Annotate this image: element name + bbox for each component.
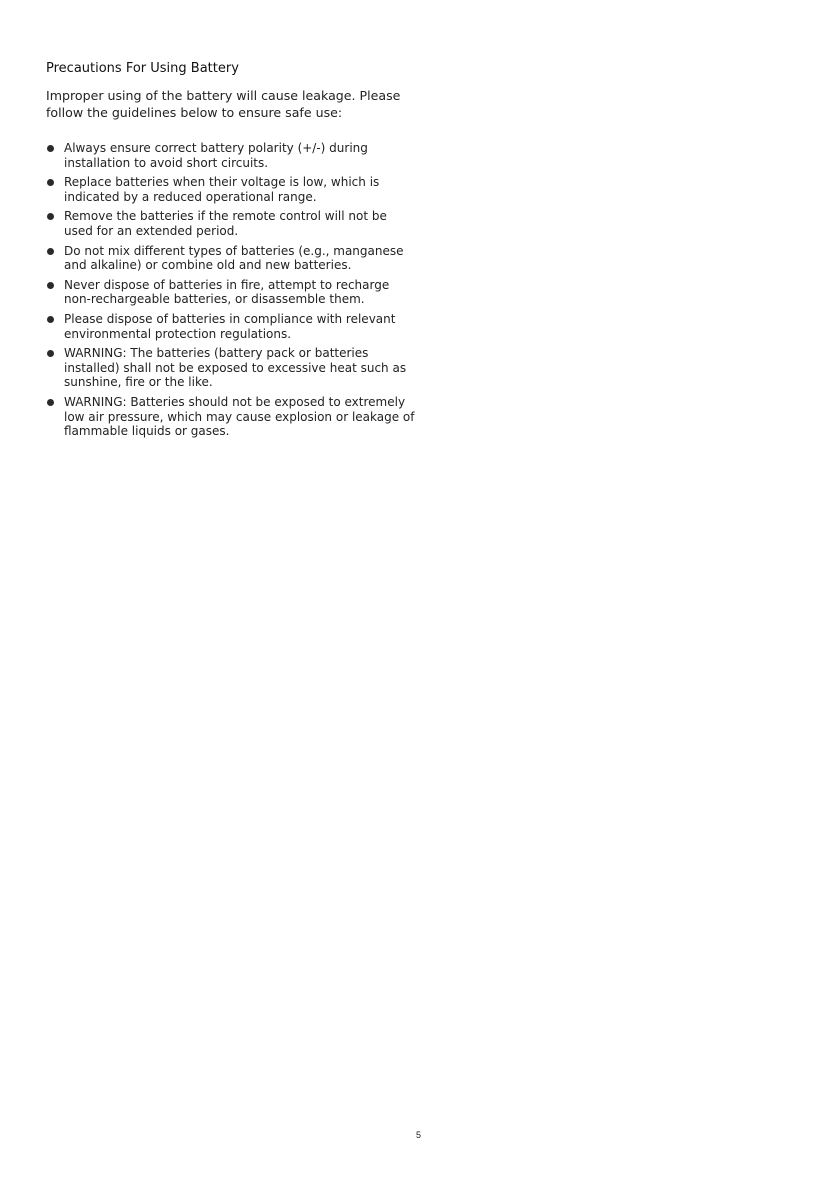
bullet-icon — [47, 248, 54, 255]
bullet-icon — [47, 350, 54, 357]
page-title: Precautions For Using Battery — [46, 61, 239, 76]
bullet-icon — [47, 179, 54, 186]
list-item-text: WARNING: Batteries should not be exposed to extremely low air pressure, which may cause explosion or leakage of flammable liquids or gases. — [64, 394, 415, 439]
list-item — [46, 209, 416, 238]
list-item-text: Never dispose of batteries in fire, attempt to recharge non-rechargeable batteries, or disassemble them. — [64, 277, 390, 307]
list-item — [46, 346, 416, 390]
list-item-text: Remove the batteries if the remote control will not be used for an extended period. — [64, 209, 387, 238]
list-item-text: Do not mix different types of batteries (e.g., manganese and alkaline) or combine old and new batteries. — [64, 243, 404, 273]
intro-paragraph: Improper using of the battery will cause leakage. Please follow the guidelines below to ensure safe use: — [46, 88, 401, 120]
bullet-icon — [47, 399, 54, 406]
bullet-icon — [47, 213, 54, 220]
list-item — [46, 141, 416, 170]
list-item-text: WARNING: The batteries (battery pack or batteries installed) shall not be exposed to excessive heat such as sunshine, fire or the like. — [64, 346, 407, 390]
list-item — [46, 244, 416, 273]
page-number: 5 — [416, 1130, 422, 1140]
bullet-icon — [47, 282, 54, 289]
list-item — [46, 395, 416, 439]
list-item-text: Please dispose of batteries in compliance with relevant environmental protection regulations. — [64, 311, 396, 341]
document-content — [46, 60, 416, 444]
list-item-text: Replace batteries when their voltage is low, which is indicated by a reduced operational range. — [64, 175, 380, 204]
list-item — [46, 312, 416, 341]
list-item — [46, 278, 416, 307]
precautions-list — [46, 141, 416, 439]
list-item — [46, 175, 416, 204]
bullet-icon — [47, 145, 54, 152]
bullet-icon — [47, 316, 54, 323]
list-item-text: Always ensure correct battery polarity (+/-) during installation to avoid short circuits. — [64, 141, 368, 170]
